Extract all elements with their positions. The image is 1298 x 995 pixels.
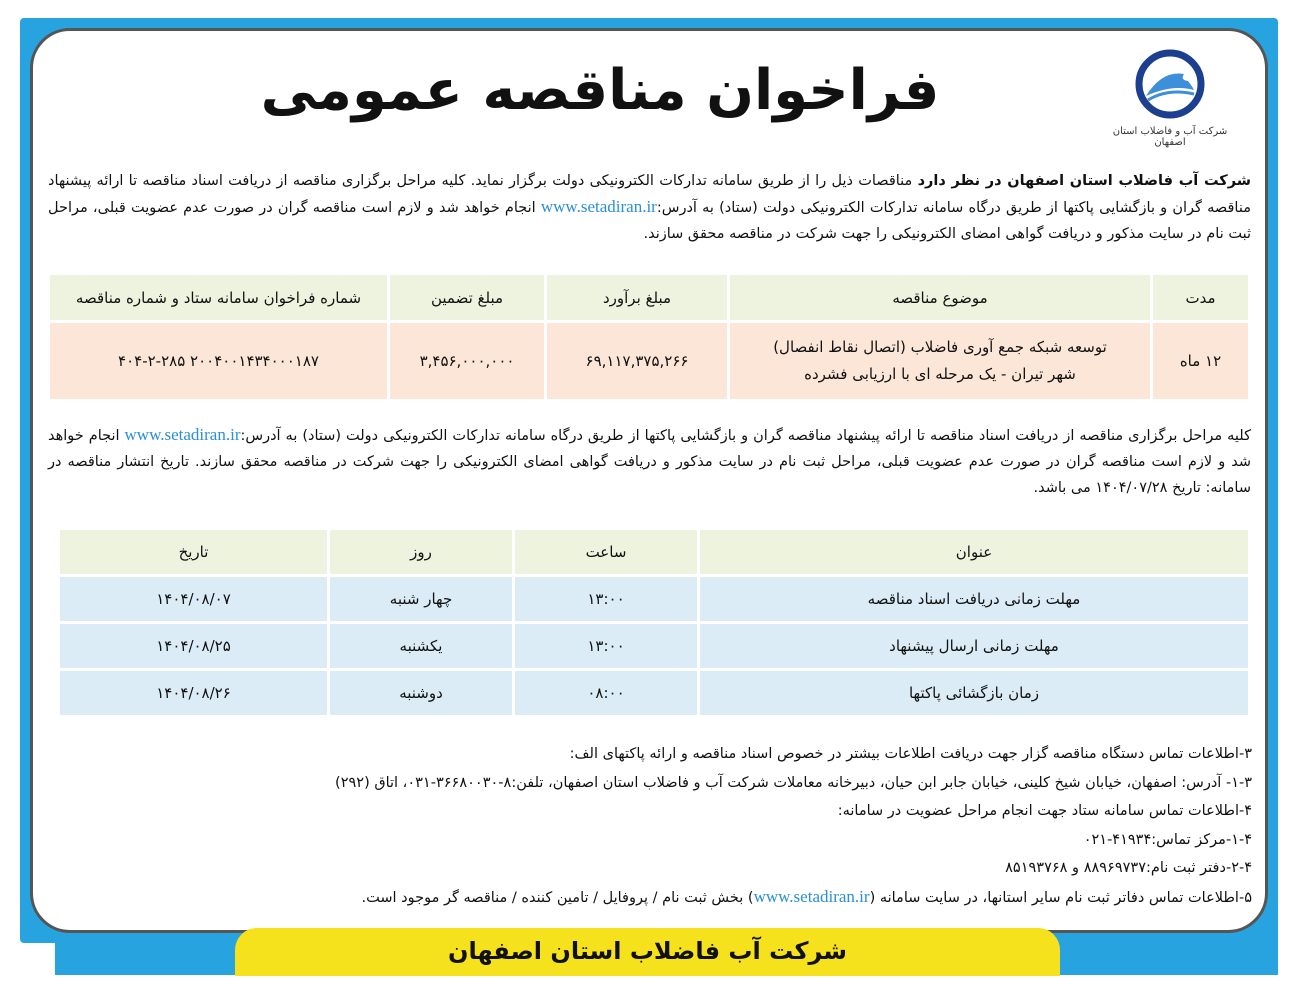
cell-subject: توسعه شبکه جمع آوری فاضلاب (اتصال نقاط انفصال) شهر تیران - یک مرحله ای با ارزیابی فشرده [730, 323, 1150, 399]
cell-date: ۱۴۰۴/۰۸/۲۶ [60, 671, 327, 715]
tender-table [47, 272, 1251, 402]
header-guarantee: مبلغ تضمین [390, 275, 544, 320]
page-title: فراخوان مناقصه عمومی [260, 58, 940, 123]
header-day: روز [330, 530, 512, 574]
header-tender-number: شماره فراخوان سامانه ستاد و شماره مناقصه [50, 275, 387, 320]
cell-tender-number: ۲۰۰۴۰۰۱۴۳۴۰۰۰۱۸۷ ۴۰۴-۲-۲۸۵ [50, 323, 387, 399]
table-header-row [60, 530, 1248, 574]
setadiran-link[interactable]: www.setadiran.ir [753, 886, 870, 906]
company-logo [1105, 48, 1235, 148]
intro-text-1: مناقصات ذیل را از طریق سامانه تدارکات الکترونیکی دولت برگزار نماید. کلیه مراحل برگزاری مناقصه از دریافت اسناد مناقصه تا ارائه پیشنهاد مناقصه گران و بازگشایی پاکتها از طریق درگاه سامانه تدارکات الکترونیکی دولت (ستاد) به آدرس: [48, 173, 1251, 216]
contact-text: ) بخش ثبت نام / پروفایل / تامین کننده / مناقصه گر موجود است. [361, 889, 754, 906]
setadiran-link[interactable]: www.setadiran.ir [124, 425, 241, 444]
cell-duration: ۱۲ ماه [1153, 323, 1248, 399]
contact-line: ۴-اطلاعات تماس سامانه ستاد جهت انجام مراحل عضویت در سامانه: [837, 803, 1252, 819]
header-time: ساعت [515, 530, 697, 574]
header-title: عنوان [700, 530, 1248, 574]
cell-title: مهلت زمانی دریافت اسناد مناقصه [700, 577, 1248, 621]
cell-estimate: ۶۹,۱۱۷,۳۷۵,۲۶۶ [547, 323, 727, 399]
contact-text: ۵-اطلاعات تماس دفاتر ثبت نام سایر استانها، در سایت سامانه ( [869, 889, 1252, 906]
setadiran-link[interactable]: www.setadiran.ir [540, 197, 657, 216]
header-duration: مدت [1153, 275, 1248, 320]
water-wave-logo-icon [1122, 48, 1218, 120]
cell-day: یکشنبه [330, 624, 512, 668]
cell-title: مهلت زمانی ارسال پیشنهاد [700, 624, 1248, 668]
contact-line: ۱-۳- آدرس: اصفهان، خیابان شیخ کلینی، خیابان جابر ابن حیان، دبیرخانه معاملات شرکت آب و فاضلاب استان اصفهان، تلفن:۸-۳۶۶۸۰۰۳۰-۰۳۱، اتاق (۲۹۲) [335, 774, 1252, 791]
table-row [60, 671, 1248, 715]
cell-title: زمان بازگشائی پاکتها [700, 671, 1248, 715]
logo-caption: شرکت آب و فاضلاب استان اصفهان [1112, 126, 1228, 148]
contact-list [200, 740, 1252, 912]
procedure-paragraph [48, 422, 1251, 501]
contact-line: ۱-۴-مرکز تماس:۴۱۹۳۴-۰۲۱ [1083, 831, 1252, 848]
header-estimate: مبلغ برآورد [547, 275, 727, 320]
header-date: تاریخ [60, 530, 327, 574]
contact-line: ۳-اطلاعات تماس دستگاه مناقصه گزار جهت دریافت اطلاعات بیشتر در خصوص اسناد مناقصه و ارائه پاکتهای الف: [569, 746, 1252, 762]
intro-text-2: انجام خواهد شد و لازم است مناقصه گران در صورت عدم عضویت قبلی، مراحل ثبت نام در سایت مذکور و دریافت گواهی امضای الکترونیکی را جهت شرکت در مناقصه محقق سازند. [48, 200, 1251, 242]
intro-company: شرکت آب فاضلاب استان اصفهان در نظر دارد [917, 173, 1251, 189]
table-row [50, 323, 1248, 399]
schedule-table [57, 527, 1251, 718]
table-row [60, 577, 1248, 621]
table-row [60, 624, 1248, 668]
cell-date: ۱۴۰۴/۰۸/۲۵ [60, 624, 327, 668]
footer-banner: شرکت آب فاضلاب استان اصفهان [235, 928, 1060, 976]
cell-date: ۱۴۰۴/۰۸/۰۷ [60, 577, 327, 621]
header-subject: موضوع مناقصه [730, 275, 1150, 320]
contact-line: ۲-۴-دفتر ثبت نام:۸۸۹۶۹۷۳۷ و ۸۵۱۹۳۷۶۸ [1005, 860, 1252, 876]
cell-day: چهار شنبه [330, 577, 512, 621]
cell-time: ۱۳:۰۰ [515, 577, 697, 621]
contact-line [200, 883, 1252, 913]
cell-guarantee: ۳,۴۵۶,۰۰۰,۰۰۰ [390, 323, 544, 399]
cell-time: ۱۳:۰۰ [515, 624, 697, 668]
intro-paragraph [48, 168, 1251, 247]
procedure-text-1: کلیه مراحل برگزاری مناقصه از دریافت اسناد مناقصه تا ارائه پیشنهاد مناقصه گران و بازگشایی پاکتها از طریق درگاه سامانه تدارکات الکترونیکی دولت (ستاد) به آدرس: [240, 428, 1251, 444]
table-header-row [50, 275, 1248, 320]
cell-day: دوشنبه [330, 671, 512, 715]
procedure-text-2: انجام خواهد شد و لازم است مناقصه گران در صورت عدم عضویت قبلی، مراحل ثبت نام در سایت مذکور و دریافت گواهی امضای الکترونیکی را جهت شرکت در مناقصه محقق سازند. تاریخ انتشار مناقصه در سامانه: تاریخ ۱۴۰۴/۰۷/۲۸ می باشد. [48, 428, 1251, 496]
cell-time: ۰۸:۰۰ [515, 671, 697, 715]
